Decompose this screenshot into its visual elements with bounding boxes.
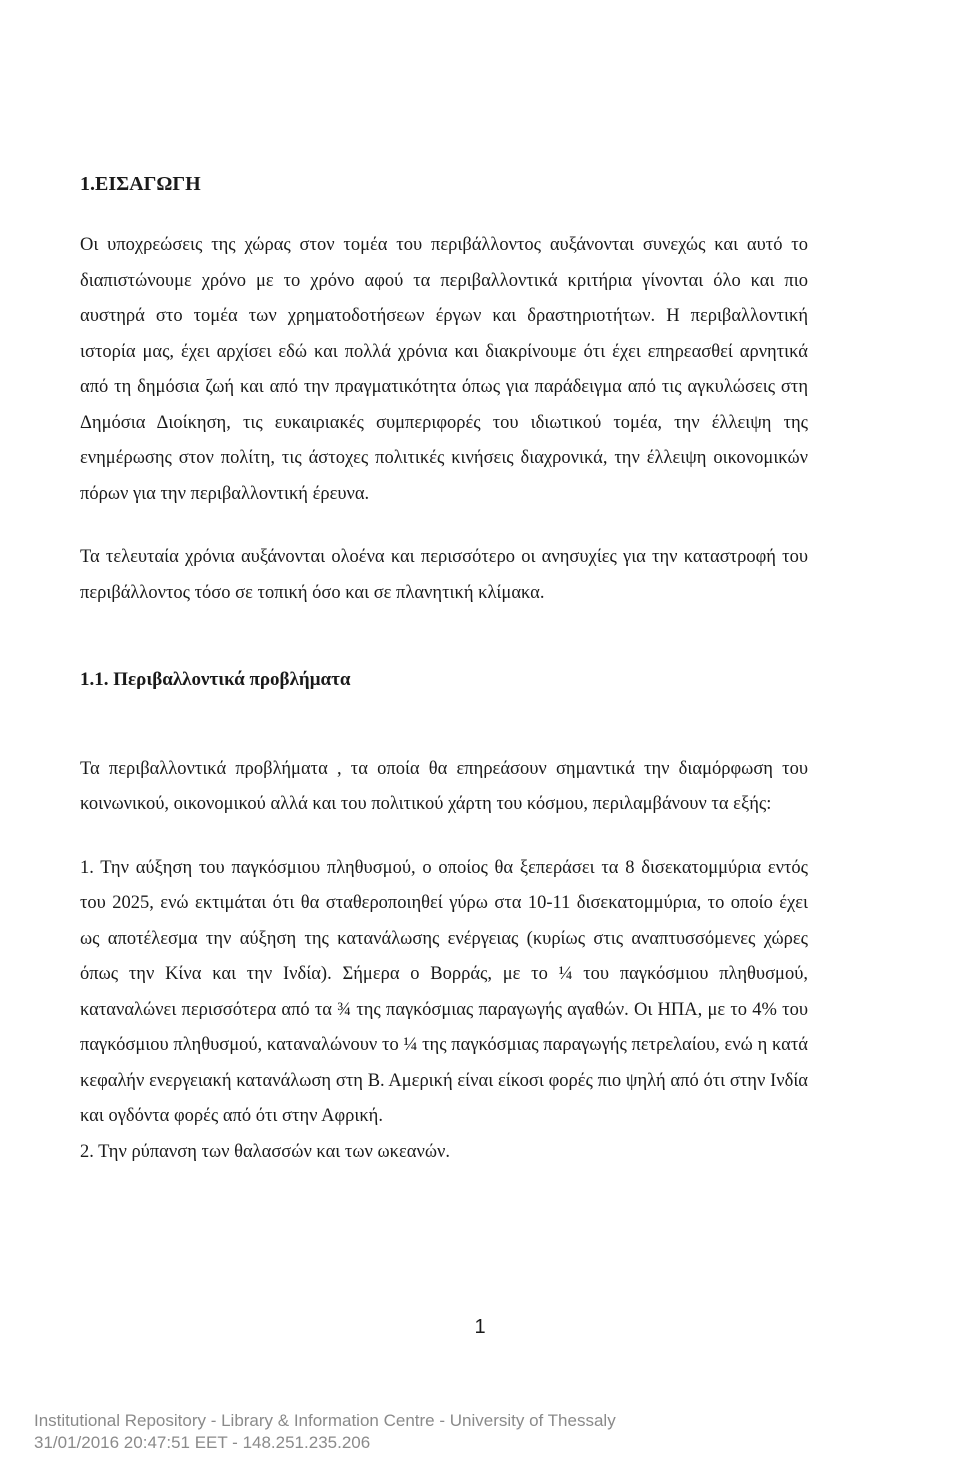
page-number: 1: [474, 1316, 486, 1338]
repository-footer: [34, 1410, 616, 1454]
section-title: 1.1. Περιβαλλοντικά προβλήματα: [80, 669, 351, 690]
document-body: [80, 172, 808, 1170]
list-item: 2. Την ρύπανση των θαλασσών και των ωκεανών.: [80, 1141, 450, 1162]
section-intro-paragraph: Τα περιβαλλοντικά προβλήματα , τα οποία θα επηρεάσουν σημαντικά την διαμόρφωση του κοινωνικού, οικονομικού αλλά και του πολιτικού χάρτη του κόσμου, περιλαμβάνουν τα εξής:: [80, 758, 808, 815]
list-item: 1. Την αύξηση του παγκόσμιου πληθυσμού, ο οποίος θα ξεπεράσει τα 8 δισεκατομμύρια εντός του 2025, ενώ εκτιμάται ότι θα σταθεροποιηθεί γύρω στα 10-11 δισεκατομμύρια, το οποίο έχει ως αποτέλεσμα την αύξηση της κατανάλωσης ενέργειας (κυρίως στις αναπτυσσόμενες χώρες όπως την Κίνα και την Ινδία). Σήμερα ο Βορράς, με το ¼ του παγκόσμιου πληθυσμού, καταναλώνει περισσότερα από τα ¾ της παγκόσμιας παραγωγής αγαθών. Οι ΗΠΑ, με το 4% του παγκόσμιου πληθυσμού, καταναλώνουν το ¼ της παγκόσμιας παραγωγής πετρελαίου, ενώ η κατά κεφαλήν ενεργειακή κατανάλωση στη Β. Αμερική είναι είκοσι φορές πιο ψηλή από ότι στην Ινδία και ογδόντα φορές από ότι στην Αφρική.: [80, 857, 808, 1127]
intro-paragraph: Οι υποχρεώσεις της χώρας στον τομέα του περιβάλλοντος αυξάνονται συνεχώς και αυτό το διαπιστώνουμε χρόνο με το χρόνο αφού τα περιβαλλοντικά κριτήρια γίνονται όλο και πιο αυστηρά στο τομέα των χρηματοδοτήσεων έργων και δραστηριοτήτων. Η περιβαλλοντική ιστορία μας, έχει αρχίσει εδώ και πολλά χρόνια και διακρίνουμε ότι έχει επηρεασθεί αρνητικά από τη δημόσια ζωή και από την πραγματικότητα όπως για παράδειγμα από τις αγκυλώσεις στη Δημόσια Διοίκηση, τις ευκαιριακές συμπεριφορές του ιδιωτικού τομέα, την έλλειψη της ενημέρωσης στον πολίτη, τις άστοχες πολιτικές κινήσεις διαχρονικά, την έλλειψη οικονομικών πόρων για την περιβαλλοντική έρευνα.: [80, 235, 808, 504]
footer-repository-text: Institutional Repository - Library & Information Centre - University of Thessaly: [34, 1411, 616, 1430]
second-paragraph: Τα τελευταία χρόνια αυξάνονται ολοένα και περισσότερο οι ανησυχίες για την καταστροφή του περιβάλλοντος τόσο σε τοπική όσο και σε πλανητική κλίμακα.: [80, 547, 808, 603]
chapter-title: 1.ΕΙΣΑΓΩΓΗ: [80, 173, 201, 195]
footer-timestamp-text: 31/01/2016 20:47:51 EET - 148.251.235.206: [34, 1433, 371, 1452]
